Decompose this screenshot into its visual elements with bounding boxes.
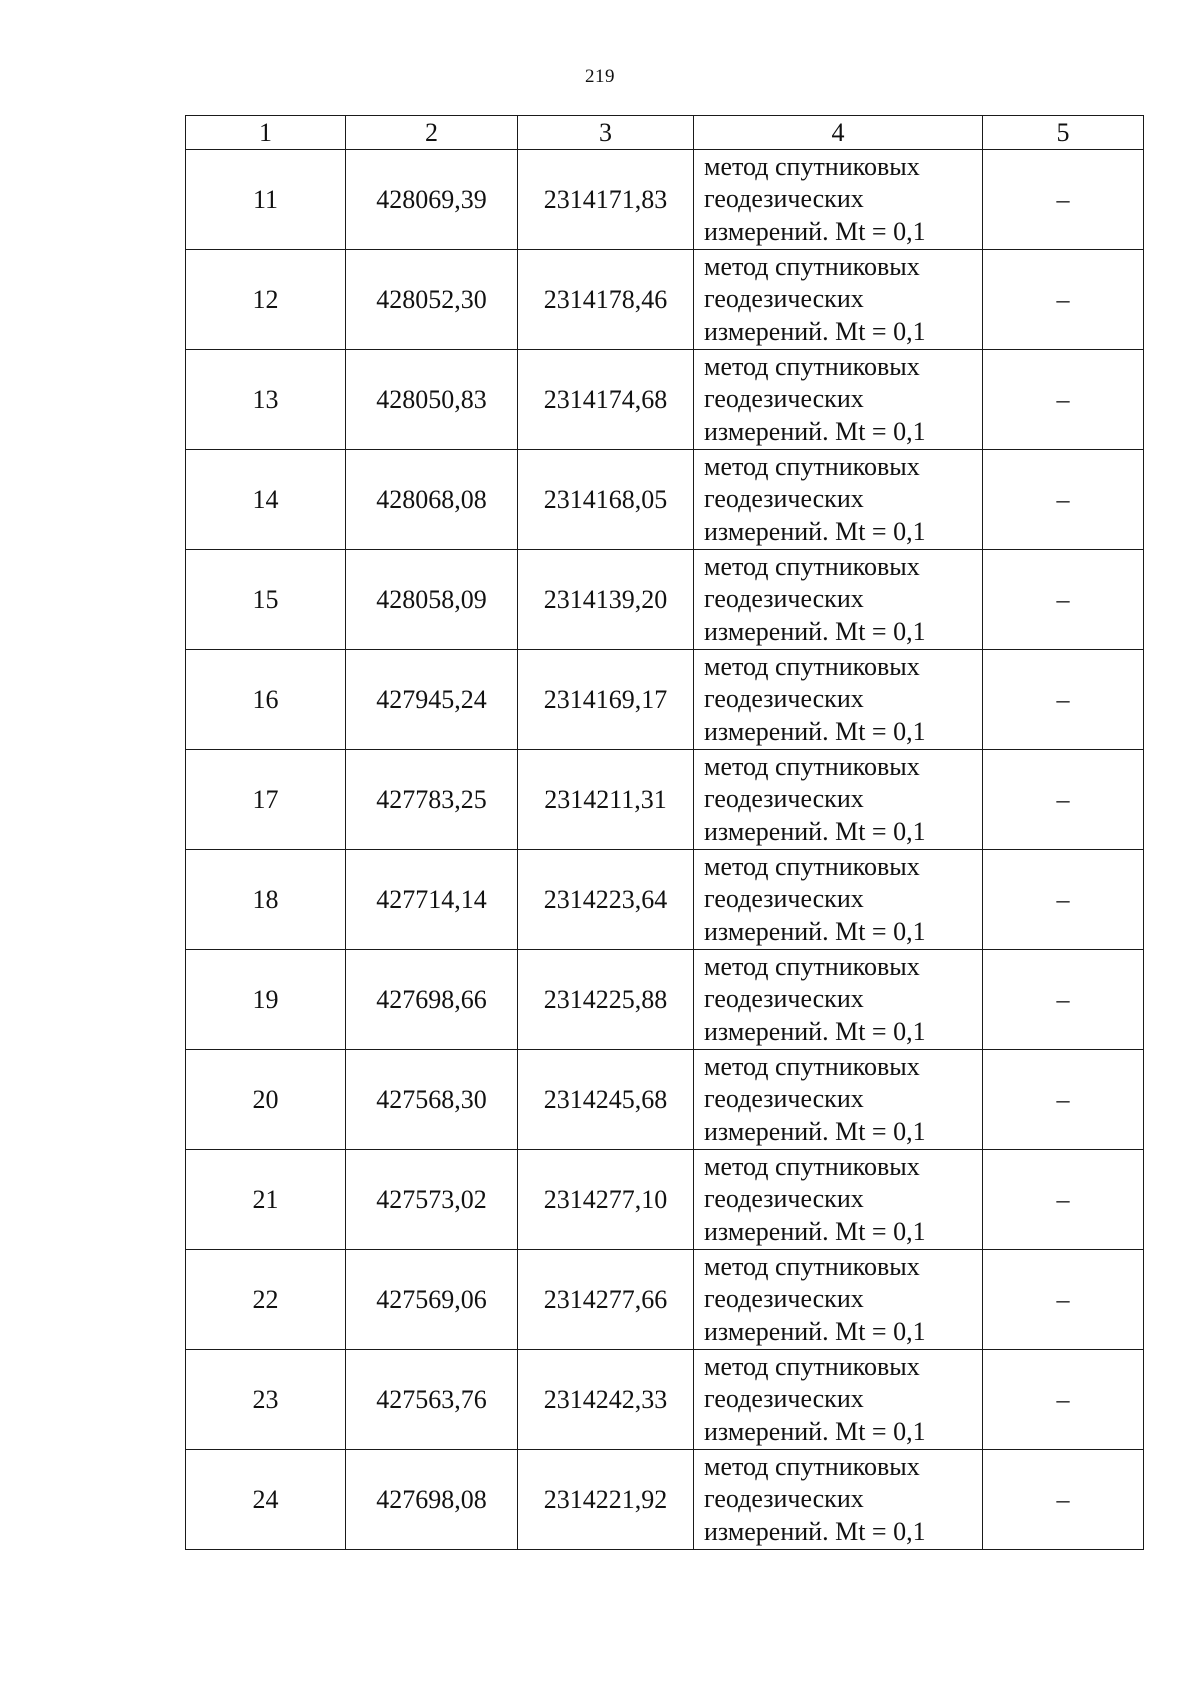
table-header — [186, 116, 1144, 150]
point-number-cell: 14 — [186, 450, 346, 550]
y-coordinate-cell: 2314277,10 — [518, 1150, 694, 1250]
method-cell — [694, 950, 983, 1050]
point-number-cell: 19 — [186, 950, 346, 1050]
method-text-line: измерений. Mt = 0,1 — [704, 216, 926, 246]
note-cell: – — [983, 550, 1144, 650]
note-cell: – — [983, 150, 1144, 250]
method-text-line: измерений. Mt = 0,1 — [704, 1016, 926, 1046]
method-text-line: измерений. Mt = 0,1 — [704, 316, 926, 346]
table-row — [186, 450, 1144, 550]
method-text-line: геодезических — [704, 984, 864, 1014]
x-coordinate-cell: 427945,24 — [346, 650, 518, 750]
method-text-line: измерений. Mt = 0,1 — [704, 1316, 926, 1346]
method-text-line: метод спутниковых — [704, 651, 920, 681]
note-cell: – — [983, 1350, 1144, 1450]
column-header-5: 5 — [983, 116, 1144, 150]
page-number: 219 — [585, 66, 615, 87]
method-text-line: метод спутниковых — [704, 251, 920, 281]
y-coordinate-cell: 2314223,64 — [518, 850, 694, 950]
column-header-3: 3 — [518, 116, 694, 150]
method-text-line: метод спутниковых — [704, 551, 920, 581]
x-coordinate-cell: 427573,02 — [346, 1150, 518, 1250]
table-row — [186, 250, 1144, 350]
method-text-line: метод спутниковых — [704, 351, 920, 381]
x-coordinate-cell: 428052,30 — [346, 250, 518, 350]
table-row — [186, 1450, 1144, 1550]
table-row — [186, 550, 1144, 650]
method-text-line: метод спутниковых — [704, 1451, 920, 1481]
y-coordinate-cell: 2314168,05 — [518, 450, 694, 550]
table-row — [186, 1150, 1144, 1250]
method-cell — [694, 1150, 983, 1250]
note-cell: – — [983, 450, 1144, 550]
method-text-line: геодезических — [704, 1484, 864, 1514]
method-text-line: геодезических — [704, 1084, 864, 1114]
note-cell: – — [983, 650, 1144, 750]
method-cell — [694, 550, 983, 650]
y-coordinate-cell: 2314242,33 — [518, 1350, 694, 1450]
method-text-line: метод спутниковых — [704, 1251, 920, 1281]
table-row — [186, 350, 1144, 450]
method-text-line: измерений. Mt = 0,1 — [704, 616, 926, 646]
x-coordinate-cell: 427698,08 — [346, 1450, 518, 1550]
point-number-cell: 15 — [186, 550, 346, 650]
x-coordinate-cell: 427698,66 — [346, 950, 518, 1050]
y-coordinate-cell: 2314174,68 — [518, 350, 694, 450]
header-row — [186, 116, 1144, 150]
method-text-line: геодезических — [704, 384, 864, 414]
method-text-line: геодезических — [704, 684, 864, 714]
method-text-line: метод спутниковых — [704, 451, 920, 481]
table-row — [186, 150, 1144, 250]
coordinates-table — [185, 115, 1144, 1550]
method-cell — [694, 1050, 983, 1150]
y-coordinate-cell: 2314178,46 — [518, 250, 694, 350]
method-text-line: геодезических — [704, 484, 864, 514]
table-row — [186, 1250, 1144, 1350]
column-header-1: 1 — [186, 116, 346, 150]
x-coordinate-cell: 427783,25 — [346, 750, 518, 850]
point-number-cell: 18 — [186, 850, 346, 950]
method-cell — [694, 750, 983, 850]
note-cell: – — [983, 350, 1144, 450]
method-text-line: метод спутниковых — [704, 151, 920, 181]
x-coordinate-cell: 428058,09 — [346, 550, 518, 650]
method-text-line: метод спутниковых — [704, 851, 920, 881]
column-header-2: 2 — [346, 116, 518, 150]
method-text-line: измерений. Mt = 0,1 — [704, 1516, 926, 1546]
table-body — [186, 150, 1144, 1550]
note-cell: – — [983, 250, 1144, 350]
note-cell: – — [983, 1050, 1144, 1150]
point-number-cell: 21 — [186, 1150, 346, 1250]
y-coordinate-cell: 2314225,88 — [518, 950, 694, 1050]
method-text-line: метод спутниковых — [704, 951, 920, 981]
note-cell: – — [983, 1150, 1144, 1250]
method-text-line: геодезических — [704, 1384, 864, 1414]
method-text-line: геодезических — [704, 784, 864, 814]
method-cell — [694, 450, 983, 550]
note-cell: – — [983, 1250, 1144, 1350]
method-text-line: измерений. Mt = 0,1 — [704, 416, 926, 446]
method-cell — [694, 1450, 983, 1550]
method-text-line: измерений. Mt = 0,1 — [704, 816, 926, 846]
method-text-line: измерений. Mt = 0,1 — [704, 1216, 926, 1246]
method-text-line: измерений. Mt = 0,1 — [704, 516, 926, 546]
method-text-line: геодезических — [704, 1284, 864, 1314]
y-coordinate-cell: 2314245,68 — [518, 1050, 694, 1150]
method-cell — [694, 250, 983, 350]
y-coordinate-cell: 2314221,92 — [518, 1450, 694, 1550]
x-coordinate-cell: 428068,08 — [346, 450, 518, 550]
point-number-cell: 22 — [186, 1250, 346, 1350]
method-cell — [694, 850, 983, 950]
x-coordinate-cell: 428069,39 — [346, 150, 518, 250]
method-cell — [694, 150, 983, 250]
y-coordinate-cell: 2314171,83 — [518, 150, 694, 250]
method-text-line: геодезических — [704, 184, 864, 214]
method-text-line: геодезических — [704, 584, 864, 614]
method-text-line: метод спутниковых — [704, 751, 920, 781]
x-coordinate-cell: 427568,30 — [346, 1050, 518, 1150]
y-coordinate-cell: 2314139,20 — [518, 550, 694, 650]
method-text-line: геодезических — [704, 884, 864, 914]
note-cell: – — [983, 1450, 1144, 1550]
table-row — [186, 650, 1144, 750]
method-text-line: геодезических — [704, 284, 864, 314]
table-row — [186, 950, 1144, 1050]
x-coordinate-cell: 428050,83 — [346, 350, 518, 450]
method-cell — [694, 1350, 983, 1450]
table-row — [186, 850, 1144, 950]
point-number-cell: 17 — [186, 750, 346, 850]
method-text-line: измерений. Mt = 0,1 — [704, 1116, 926, 1146]
point-number-cell: 20 — [186, 1050, 346, 1150]
y-coordinate-cell: 2314277,66 — [518, 1250, 694, 1350]
point-number-cell: 12 — [186, 250, 346, 350]
note-cell: – — [983, 950, 1144, 1050]
table-row — [186, 1350, 1144, 1450]
column-header-4: 4 — [694, 116, 983, 150]
method-text-line: геодезических — [704, 1184, 864, 1214]
table-row — [186, 750, 1144, 850]
x-coordinate-cell: 427563,76 — [346, 1350, 518, 1450]
x-coordinate-cell: 427714,14 — [346, 850, 518, 950]
method-text-line: измерений. Mt = 0,1 — [704, 716, 926, 746]
method-text-line: метод спутниковых — [704, 1051, 920, 1081]
method-cell — [694, 1250, 983, 1350]
method-text-line: измерений. Mt = 0,1 — [704, 916, 926, 946]
method-text-line: метод спутниковых — [704, 1351, 920, 1381]
method-cell — [694, 350, 983, 450]
method-text-line: метод спутниковых — [704, 1151, 920, 1181]
method-cell — [694, 650, 983, 750]
method-text-line: измерений. Mt = 0,1 — [704, 1416, 926, 1446]
point-number-cell: 11 — [186, 150, 346, 250]
x-coordinate-cell: 427569,06 — [346, 1250, 518, 1350]
note-cell: – — [983, 850, 1144, 950]
point-number-cell: 16 — [186, 650, 346, 750]
note-cell: – — [983, 750, 1144, 850]
y-coordinate-cell: 2314169,17 — [518, 650, 694, 750]
point-number-cell: 13 — [186, 350, 346, 450]
point-number-cell: 24 — [186, 1450, 346, 1550]
point-number-cell: 23 — [186, 1350, 346, 1450]
y-coordinate-cell: 2314211,31 — [518, 750, 694, 850]
table-row — [186, 1050, 1144, 1150]
